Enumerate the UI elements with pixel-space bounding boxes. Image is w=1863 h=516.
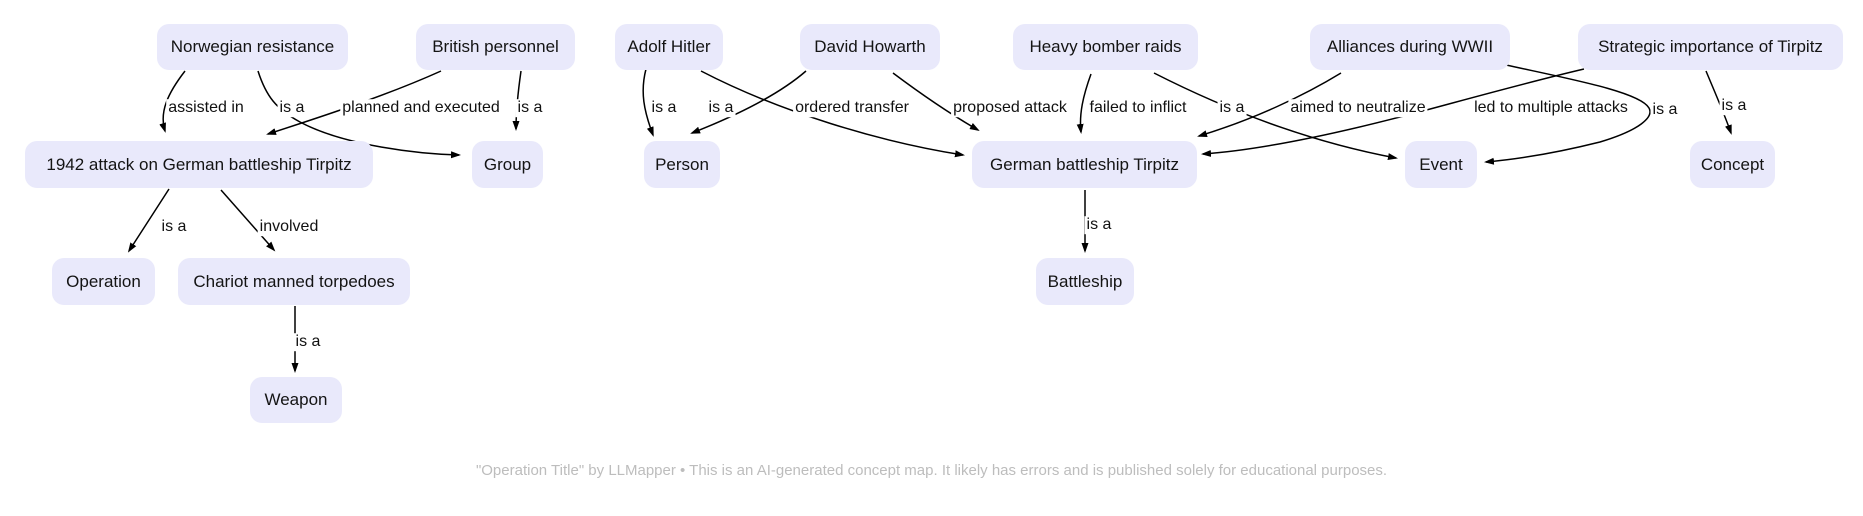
footer-attribution: "Operation Title" by LLMapper • This is an AI-generated concept map. It likely has errors and is published solely for educational purposes. xyxy=(475,462,1388,479)
edge-label-british-personnel-group: is a xyxy=(517,99,543,117)
node-weapon: Weapon xyxy=(250,377,342,423)
node-norwegian-resistance: Norwegian resistance xyxy=(157,24,348,70)
node-battleship: Battleship xyxy=(1036,258,1134,305)
node-british-personnel: British personnel xyxy=(416,24,575,70)
edge-label-strategic-importance-of-tirpitz-concept: is a xyxy=(1721,97,1747,115)
node-heavy-bomber-raids: Heavy bomber raids xyxy=(1013,24,1198,70)
node-strategic-importance-of-tirpitz: Strategic importance of Tirpitz xyxy=(1578,24,1843,70)
node-operation: Operation xyxy=(52,258,155,305)
node-event: Event xyxy=(1405,141,1477,188)
edge-label-alliances-during-wwii-german-battleship-tirpitz: aimed to neutralize xyxy=(1290,99,1426,117)
edge-label-david-howarth-person: is a xyxy=(708,99,734,117)
edge-label-attack-1942-chariot-manned-torpedoes: involved xyxy=(259,218,319,236)
node-chariot-manned-torpedoes: Chariot manned torpedoes xyxy=(178,258,410,305)
edge-label-german-battleship-tirpitz-battleship: is a xyxy=(1086,216,1112,234)
edge-label-norwegian-resistance-group: is a xyxy=(279,99,305,117)
node-group: Group xyxy=(472,141,543,188)
node-concept: Concept xyxy=(1690,141,1775,188)
node-german-battleship-tirpitz: German battleship Tirpitz xyxy=(972,141,1197,188)
node-person: Person xyxy=(644,141,720,188)
edge-label-david-howarth-german-battleship-tirpitz: proposed attack xyxy=(953,99,1067,117)
node-adolf-hitler: Adolf Hitler xyxy=(615,24,723,70)
edge-label-adolf-hitler-german-battleship-tirpitz: ordered transfer xyxy=(795,99,909,117)
edge-label-alliances-during-wwii-event: is a xyxy=(1652,101,1678,119)
edge-label-norwegian-resistance-attack-1942: assisted in xyxy=(168,99,244,117)
node-alliances-during-wwii: Alliances during WWII xyxy=(1310,24,1510,70)
edge-label-attack-1942-operation: is a xyxy=(161,218,187,236)
edge-label-chariot-manned-torpedoes-weapon: is a xyxy=(295,333,321,351)
edge-label-heavy-bomber-raids-event: is a xyxy=(1219,99,1245,117)
edge-label-heavy-bomber-raids-german-battleship-tirpitz: failed to inflict xyxy=(1089,99,1187,117)
edge-label-british-personnel-attack-1942: planned and executed xyxy=(342,99,500,117)
edge-label-adolf-hitler-person: is a xyxy=(651,99,677,117)
edge-label-strategic-importance-of-tirpitz-german-battleship-tirpitz: led to multiple attacks xyxy=(1474,99,1628,117)
node-attack-1942: 1942 attack on German battleship Tirpitz xyxy=(25,141,373,188)
node-david-howarth: David Howarth xyxy=(800,24,940,70)
